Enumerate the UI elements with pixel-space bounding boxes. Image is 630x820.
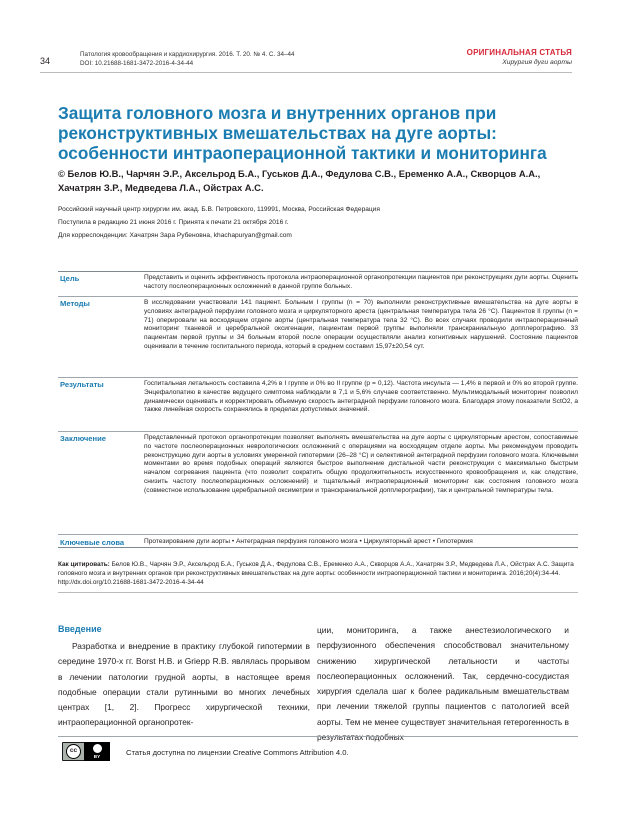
journal-line: Патология кровообращения и кардиохирургия. 2016. Т. 20. № 4. С. 34–44 [80, 51, 295, 58]
header-divider [40, 72, 572, 73]
abstract-label-methods: Методы [60, 299, 90, 308]
citation-label: Как цитировать: [58, 561, 110, 568]
body-column-left [58, 623, 310, 731]
article-title: Защита головного мозга и внутренних органов при реконструктивных вмешательствах на дуге аорты: особенности интраоперационной тактики и мониторинга [58, 103, 547, 163]
abstract-label-conclusion: Заключение [60, 434, 107, 443]
abstract-label-results: Результаты [60, 380, 104, 389]
abstract-text-keywords: Протезирование дуги аорты • Антеградная перфузия головного мозга • Циркуляторный арест • Гипотермия [144, 538, 473, 545]
by-block [84, 742, 110, 761]
license-text: Статья доступна по лицензии Creative Commons Attribution 4.0. [126, 748, 349, 757]
abstract-row-keywords [58, 534, 578, 548]
by-label: BY [93, 754, 101, 759]
abstract-text-results: Госпитальная летальность составила 4,2% в I группе и 0% во II группе (p = 0,12). Частота инсульта — 1,4% в первой и 0% во второй группе. Энцефалопатию в качестве ведущего симптома наблюдали в 7,1 и 5,6% случаев соответственно. Мультимодальный мониторинг позволил динамически оценивать и корректировать объемную скорость антеградной перфузии головного мозга. Благодаря этому показатели SctO2, а также линейная скорость сохранялись в пределах допустимых значений. [144, 380, 578, 414]
attribution-person-icon [93, 744, 102, 753]
page-number: 34 [40, 56, 51, 66]
doi-line: DOI: 10.21688-1681-3472-2016-4-34-44 [80, 60, 194, 67]
license-bar [58, 736, 578, 766]
cc-by-badge-icon[interactable] [62, 742, 110, 761]
author-list: © Белов Ю.В., Чарчян Э.Р., Аксельрод Б.А., Гуськов Д.А., Федулова С.В., Еременко А.А., Скворцов А.А., Хачатрян З.Р., Медведева Л.А., Ойстрах А.С. [58, 168, 541, 193]
correspondence: Для корреспонденции: Хачатрян Зара Рубеновна, khachapuryan@gmail.com [58, 232, 292, 239]
affiliation: Российский научный центр хирургии им. акад. Б.В. Петровского, 119991, Москва, Российская Федерация [58, 206, 380, 213]
abstract-row-results [58, 377, 578, 431]
section-heading-intro: Введение [58, 624, 102, 634]
citation-text: Белов Ю.В., Чарчян Э.Р., Аксельрод Б.А., Гуськов Д.А., Федулова С.В., Еременко А.А., Скворцов А.А., Хачатрян З.Р., Медведева Л.А., Ойстрах А.С. Защита головного мозга и внутренних органов при реконструктивных вмешательствах на дуге аорты: особенности интраоперационной тактики и мониторинга. 2016;20(4):34-44. http://dx.doi.org/10.21688-1681-3472-2016-4-34-44 [58, 561, 574, 586]
intro-paragraph-right: ции, мониторинга, а также анестезиологического и перфузионного обеспечения способствовал значительному снижению хирургической летальности и частоты послеоперационных осложнений. Так, сердечно-сосудистая хирургия сделала шаг к более радикальным вмешательствам при лечении тяжелой группы пациентов с патологией всей аорты. Тем не менее существует значительная гетерогенность в результатах подобных [317, 625, 569, 743]
abstract-text-conclusion: Представленный протокол органопротекции позволяет выполнять вмешательства на дуге аорты с циркуляторным арестом, сопоставимые по частоте послеоперационных неврологических осложнений с операциями на восходящем отделе аорты. Мы рекомендуем проводить реконструкцию дуги аорты в условиях умеренной гипотермии (26–28 °С) и селективной антеградной перфузии головного мозга. Ключевыми моментами во время подобных операций являются быстрое выполнение дистальной части реконструкции с максимально быстрым началом согревания пациента (что позволит сократить общую продолжительность искусственного кровообращения и, как следствие, снизить частоту послеоперационных осложнений) и тщательный интраоперационный мониторинг как состояния головного мозга (совместное использование церебральной оксиметрии и транскраниальной допплерографии), так и центральной температуры тела. [144, 434, 578, 494]
received-dates: Поступила в редакцию 21 июня 2016 г. Принята к печати 21 октября 2016 г. [58, 219, 289, 226]
journal-info [80, 50, 294, 68]
citation-block [58, 561, 578, 593]
abstract-row-goal [58, 271, 578, 296]
abstract-label-keywords: Ключевые слова [60, 538, 125, 547]
abstract-label-goal: Цель [60, 274, 80, 283]
section-subtitle: Хирургия дуги аорты [502, 59, 572, 66]
section-label: ОРИГИНАЛЬНАЯ СТАТЬЯ [466, 48, 572, 57]
abstract-row-conclusion [58, 431, 578, 534]
abstract-text-methods: В исследовании участвовали 141 пациент. Больным I группы (n = 70) выполнили реконструктивные вмешательства на дуге аорты в условиях антеградной перфузии головного мозга и циркуляторного ареста (центральная температура тела 26 °С). Пациентов II группы (n = 71) оперировали на восходящем отделе аорты (центральная температура тела 32 °С). Во всех случаях проводили интраоперационный мониторинг тканевой и церебральной оксигенации, пациентам первой группы выполняли транскраниальную допплерографию. 33 пациентам первой группы и 34 больным второй после операции осуществляли анализ когнитивных нарушений. Состояние пациентов оценивали в течение госпитального периода, который в среднем составил 15,97±20,54 сут. [144, 299, 578, 350]
section-header [467, 48, 572, 66]
cc-logo-icon: cc [66, 744, 81, 759]
abstract-text-goal: Представить и оценить эффективность протокола интраоперационной органопротекции пациентов при реконструкциях дуги аорты. Оценить частоту послеоперационных осложнений в данной группе больных. [144, 274, 578, 290]
abstract-row-methods [58, 296, 578, 377]
intro-paragraph-left: Разработка и внедрение в практику глубокой гипотермии в середине 1970-х гг. Borst H.B. и Griepp R.B. являлась прорывом в лечении патологии грудной аорты, в настоящее время подобные операции стали рутинными во многих лечебных центрах [1, 2]. Прогресс хирургической техники, интраоперационной органопротек- [58, 641, 310, 728]
abstract-table [58, 271, 578, 548]
body-column-right [317, 623, 569, 745]
